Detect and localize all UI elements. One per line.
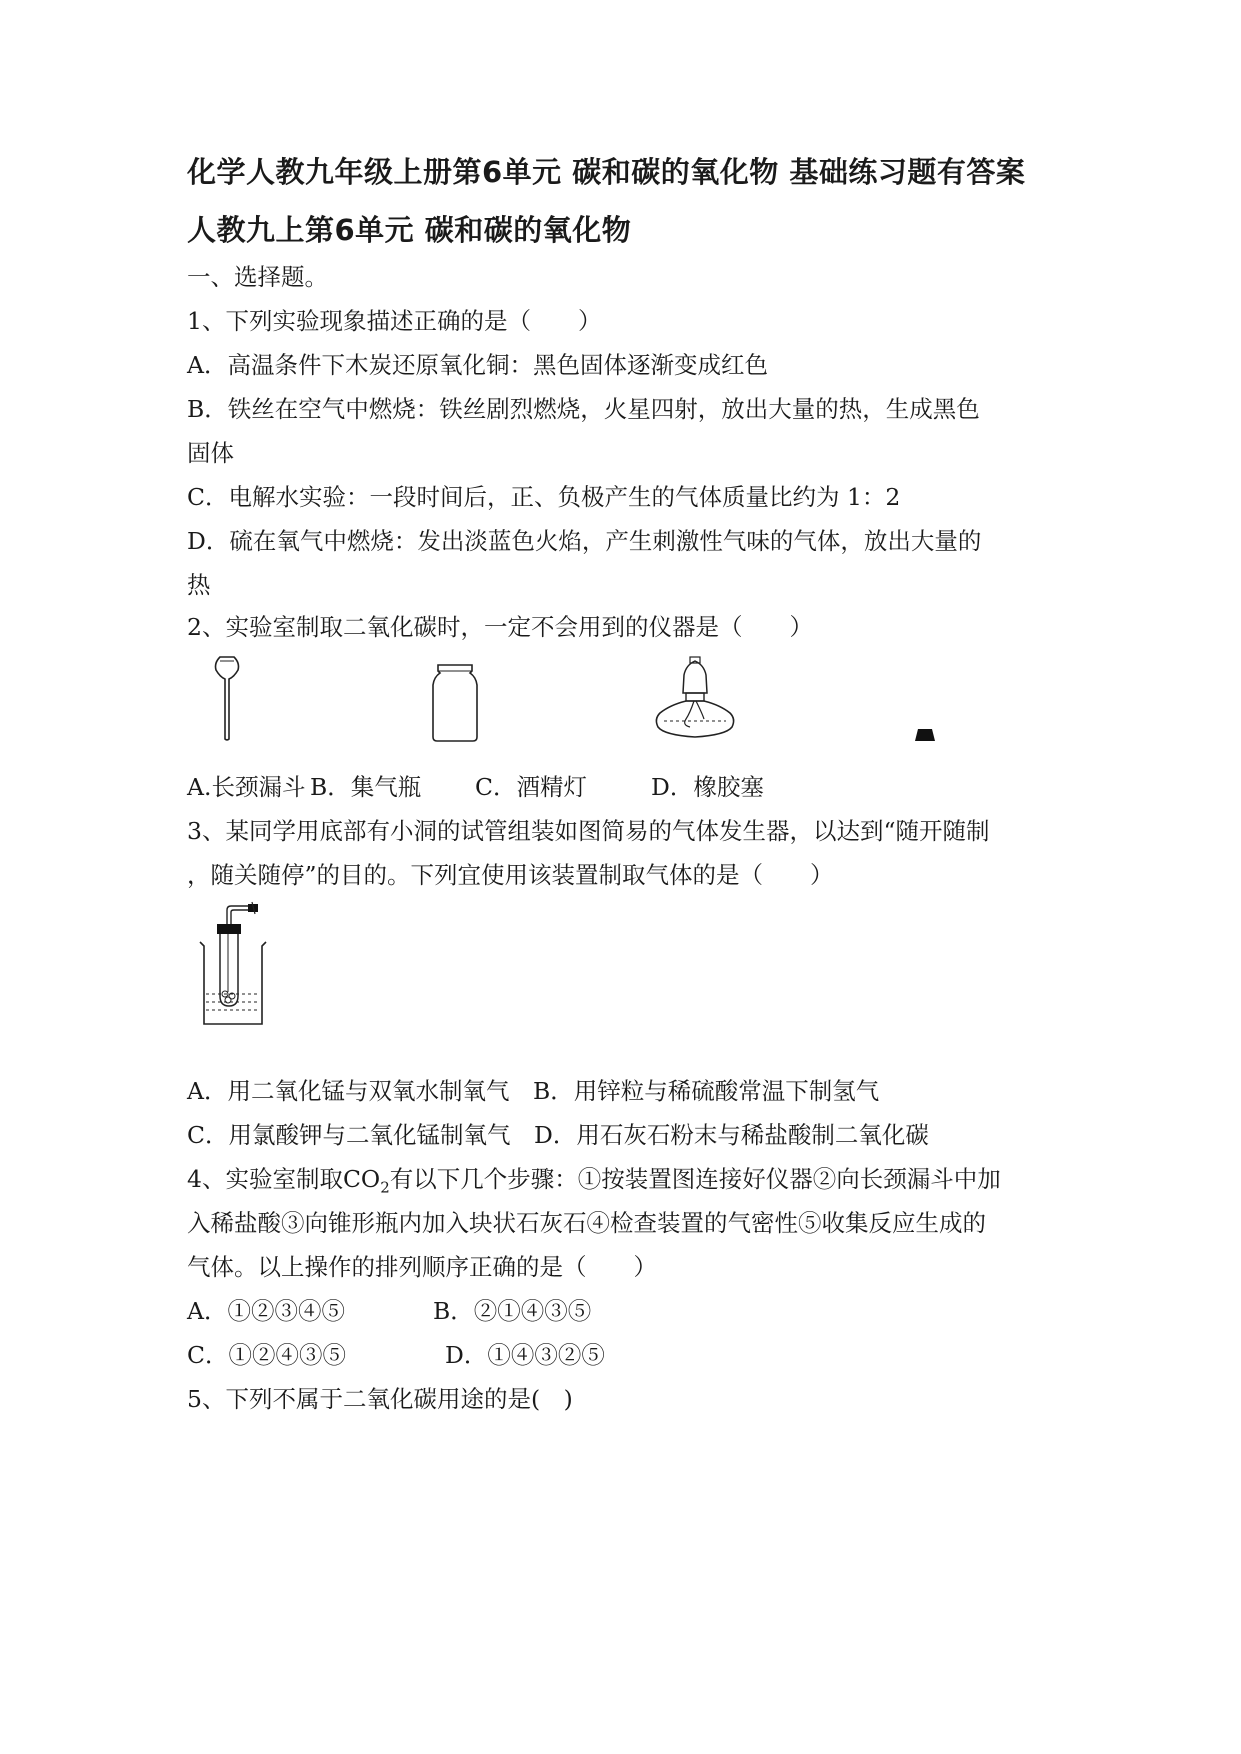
document-subtitle: 人教九上第6单元 碳和碳的氧化物 bbox=[187, 213, 632, 247]
q2-option-c: C．酒精灯 bbox=[475, 773, 587, 801]
q2-options bbox=[187, 768, 764, 802]
q2-option-b: B．集气瓶 bbox=[310, 773, 422, 801]
section-heading: 一、选择题。 bbox=[187, 263, 328, 291]
q4-options-cd bbox=[187, 1336, 605, 1370]
q4-option-a: A．①②③④⑤ bbox=[187, 1297, 345, 1325]
gas-collecting-bottle-figure bbox=[428, 663, 482, 743]
q1-option-c: C．电解水实验：一段时间后，正、负极产生的气体质量比约为 1：2 bbox=[187, 483, 901, 511]
q1-option-d-line2: 热 bbox=[187, 571, 211, 599]
rubber-stopper-figure bbox=[914, 727, 936, 743]
alcohol-lamp-figure bbox=[650, 655, 740, 743]
q4-option-d: D．①④③②⑤ bbox=[445, 1341, 605, 1369]
gas-generator-figure bbox=[198, 900, 288, 1028]
q2-option-a: A.长颈漏斗 bbox=[187, 773, 306, 801]
q4-stem-pre: 4、实验室制取CO bbox=[187, 1165, 381, 1193]
q4-stem-subscript: 2 bbox=[380, 1178, 390, 1197]
q5-stem: 5、下列不属于二氧化碳用途的是( ) bbox=[187, 1385, 573, 1413]
q1-option-b-line1: B．铁丝在空气中燃烧：铁丝剧烈燃烧，火星四射，放出大量的热，生成黑色 bbox=[187, 395, 980, 423]
q4-stem-line2: 入稀盐酸③向锥形瓶内加入块状石灰石④检查装置的气密性⑤收集反应生成的 bbox=[187, 1209, 986, 1237]
q3-options-ab: A．用二氧化锰与双氧水制氧气 B．用锌粒与稀硫酸常温下制氢气 bbox=[187, 1077, 880, 1105]
document-title: 化学人教九年级上册第6单元 碳和碳的氧化物 基础练习题有答案 bbox=[187, 155, 1026, 189]
q4-stem-post: 有以下几个步骤：①按装置图连接好仪器②向长颈漏斗中加 bbox=[389, 1165, 1001, 1193]
q4-stem-line3: 气体。以上操作的排列顺序正确的是（ ） bbox=[187, 1253, 657, 1281]
q1-option-b-line2: 固体 bbox=[187, 439, 234, 467]
q2-stem: 2、实验室制取二氧化碳时，一定不会用到的仪器是（ ） bbox=[187, 613, 813, 641]
q4-options-ab bbox=[187, 1292, 591, 1326]
q4-stem-line1 bbox=[187, 1160, 1001, 1197]
q3-stem-line1: 3、某同学用底部有小洞的试管组装如图简易的气体发生器，以达到“随开随制 bbox=[187, 817, 990, 845]
long-neck-funnel-figure bbox=[212, 655, 242, 743]
q4-option-c: C．①②④③⑤ bbox=[187, 1341, 346, 1369]
q1-stem: 1、下列实验现象描述正确的是（ ） bbox=[187, 307, 602, 335]
q3-stem-line2: ，随关随停”的目的。下列宜使用该装置制取气体的是（ ） bbox=[187, 861, 834, 889]
q2-option-d: D．橡胶塞 bbox=[651, 773, 764, 801]
q1-option-d-line1: D．硫在氧气中燃烧：发出淡蓝色火焰，产生刺激性气味的气体，放出大量的 bbox=[187, 527, 982, 555]
q4-option-b: B．②①④③⑤ bbox=[433, 1297, 592, 1325]
q3-options-cd: C．用氯酸钾与二氧化锰制氧气 D．用石灰石粉末与稀盐酸制二氧化碳 bbox=[187, 1121, 929, 1149]
q1-option-a: A．高温条件下木炭还原氧化铜：黑色固体逐渐变成红色 bbox=[187, 351, 768, 379]
